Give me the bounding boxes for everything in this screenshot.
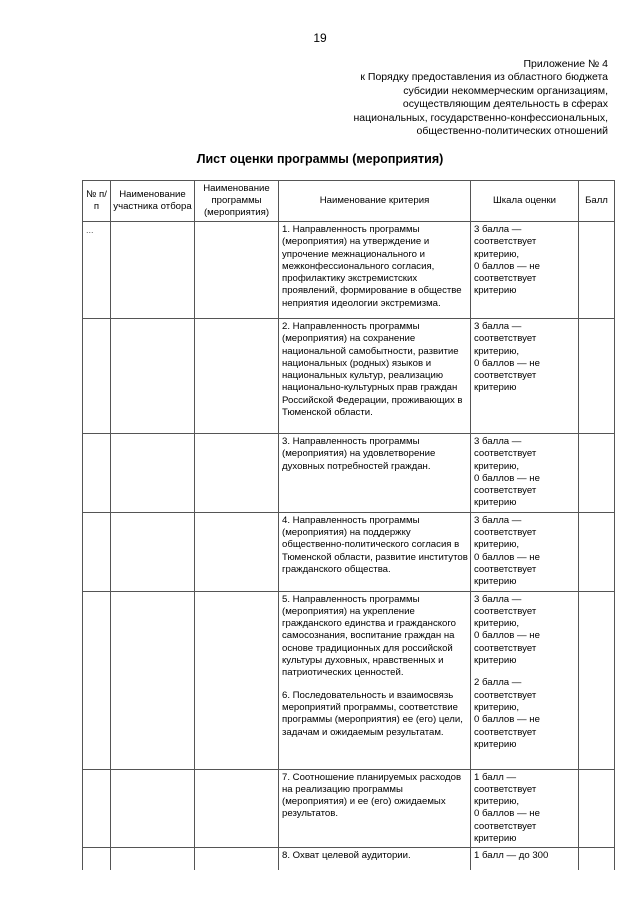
page-number: 19 [313, 31, 327, 45]
participant-cell [111, 319, 195, 434]
scale-cell: 3 балла — соответствует критерию, 0 баллов — не соответствует критерию [471, 222, 579, 319]
participant-cell [111, 434, 195, 513]
appendix-line: Приложение № 4 [523, 58, 608, 70]
program-cell [195, 222, 279, 319]
score-cell [579, 222, 615, 319]
scale-cell [471, 591, 579, 769]
appendix-line: субсидии некоммерческим организациям, [403, 84, 608, 97]
row-number [83, 848, 111, 870]
table-header-row [83, 181, 615, 222]
appendix-line: осуществляющим деятельность в сферах [402, 98, 608, 111]
criteria-table [82, 180, 615, 870]
appendix-line: к Порядку предоставления из областного бюджета [360, 71, 608, 84]
row-number [83, 434, 111, 513]
table-row [83, 222, 615, 319]
table-row [83, 591, 615, 769]
criterion-cell: 2. Направленность программы (мероприятия) на сохранение национальной самобытности, развитие национальных (родных) языков и национальных культур, реализацию национально-культурных прав граждан Российской Федерации, проживающих в Тюменской области. [279, 319, 471, 434]
criterion-text: 6. Последовательность и взаимосвязь мероприятий программы, соответствие программы (мероприятия) ее (его) цели, задачам и ожидаемым результатам. [282, 689, 463, 738]
table-row [83, 512, 615, 591]
participant-cell [111, 222, 195, 319]
header-score: Балл [579, 181, 615, 222]
scale-cell: 1 балл — до 300 [471, 848, 579, 870]
score-cell [579, 769, 615, 848]
appendix-line: общественно-политических отношений [416, 125, 608, 138]
row-number [83, 769, 111, 848]
score-cell [579, 319, 615, 434]
document-title: Лист оценки программы (мероприятия) [196, 152, 444, 166]
program-cell [195, 591, 279, 769]
row-number: ... [83, 222, 111, 319]
score-cell [579, 848, 615, 870]
criterion-cell [279, 591, 471, 769]
criterion-cell: 4. Направленность программы (мероприятия) на поддержку общественно-политического согласия в Тюменской области, развитие институтов гражданского общества. [279, 512, 471, 591]
criterion-cell: 8. Охват целевой аудитории. [279, 848, 471, 870]
participant-cell [111, 512, 195, 591]
program-cell [195, 319, 279, 434]
row-number [83, 319, 111, 434]
scale-cell: 3 балла — соответствует критерию, 0 баллов — не соответствует критерию [471, 319, 579, 434]
scale-text: 2 балла — соответствует критерию, 0 баллов — не соответствует критерию [474, 677, 540, 750]
program-cell [195, 434, 279, 513]
scale-cell: 3 балла — соответствует критерию, 0 баллов — не соответствует критерию [471, 512, 579, 591]
criterion-cell: 1. Направленность программы (мероприятия) на утверждение и упрочение межнационального и межконфессионального согласия, профилактику экстремистских проявлений, формирование в обществе неприятия идеологии экстремизма. [279, 222, 471, 319]
criterion-cell: 3. Направленность программы (мероприятия) на удовлетворение духовных потребностей граждан. [279, 434, 471, 513]
criterion-text: 5. Направленность программы (мероприятия) на укрепление гражданского единства и гражданского самосознания, воспитание граждан на основе традиционных для российской культуры духовных, нравственных и патриотических ценностей. [282, 593, 457, 679]
participant-cell [111, 848, 195, 870]
header-program: Наименование программы (мероприятия) [195, 181, 279, 222]
program-cell [195, 848, 279, 870]
criterion-cell: 7. Соотношение планируемых расходов на реализацию программы (мероприятия) и ее (его) ожидаемых результатов. [279, 769, 471, 848]
row-number [83, 512, 111, 591]
table-row [83, 319, 615, 434]
header-num: № п/п [83, 181, 111, 222]
table-row [83, 769, 615, 848]
row-number [83, 591, 111, 769]
header-scale: Шкала оценки [471, 181, 579, 222]
appendix-header [268, 58, 608, 138]
table-row [83, 848, 615, 870]
score-cell [579, 591, 615, 769]
scale-cell: 1 балл — соответствует критерию, 0 баллов — не соответствует критерию [471, 769, 579, 848]
appendix-line: национальных, государственно-конфессиональных, [353, 111, 608, 124]
table-row [83, 434, 615, 513]
participant-cell [111, 591, 195, 769]
header-participant: Наименование участника отбора [111, 181, 195, 222]
header-criterion: Наименование критерия [279, 181, 471, 222]
scale-text: 3 балла — соответствует критерию, 0 баллов — не соответствует критерию [474, 593, 540, 667]
score-cell [579, 434, 615, 513]
score-cell [579, 512, 615, 591]
program-cell [195, 769, 279, 848]
scale-cell: 3 балла — соответствует критерию, 0 баллов — не соответствует критерию [471, 434, 579, 513]
participant-cell [111, 769, 195, 848]
program-cell [195, 512, 279, 591]
